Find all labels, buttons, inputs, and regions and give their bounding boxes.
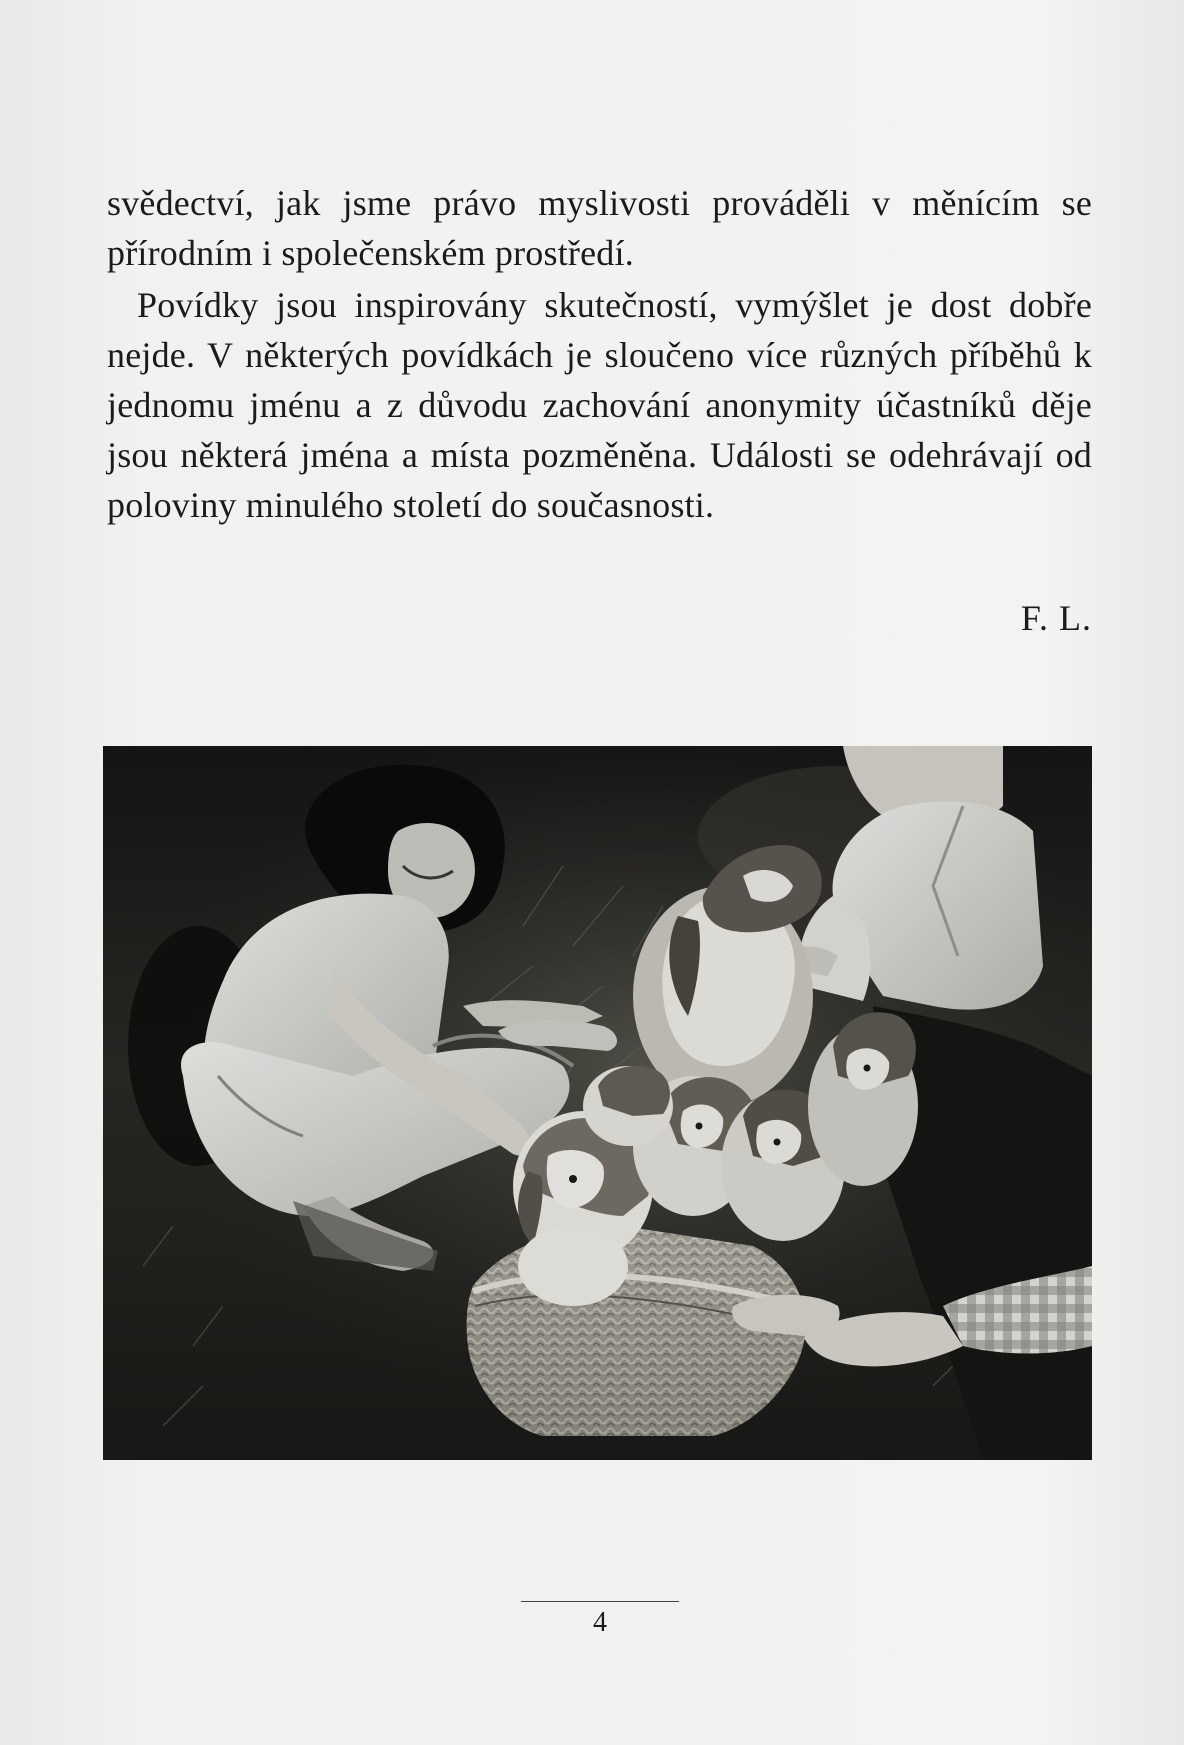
- page-number: 4: [593, 1607, 607, 1638]
- photo-illustration: [103, 746, 1092, 1460]
- paragraph-1: svědectví, jak jsme právo myslivosti prováděli v měnícím se přírodním i společenském prostředí.: [107, 183, 1092, 273]
- body-text: [107, 178, 1092, 530]
- paragraph-2: Povídky jsou inspirovány skutečností, vymýšlet je dost dobře nejde. V některých povídkách je sloučeno více různých příběhů k jednomu jménu a z důvodu zachování anonymity účastníků děje jsou některá jména a místa pozměněna. Události se odehrávají od poloviny minulého století do současnosti.: [107, 285, 1092, 525]
- author-initials: F. L.: [1020, 598, 1092, 638]
- photo-woman-man-puppies-basket: [103, 746, 1092, 1460]
- footer-rule: [521, 1601, 679, 1602]
